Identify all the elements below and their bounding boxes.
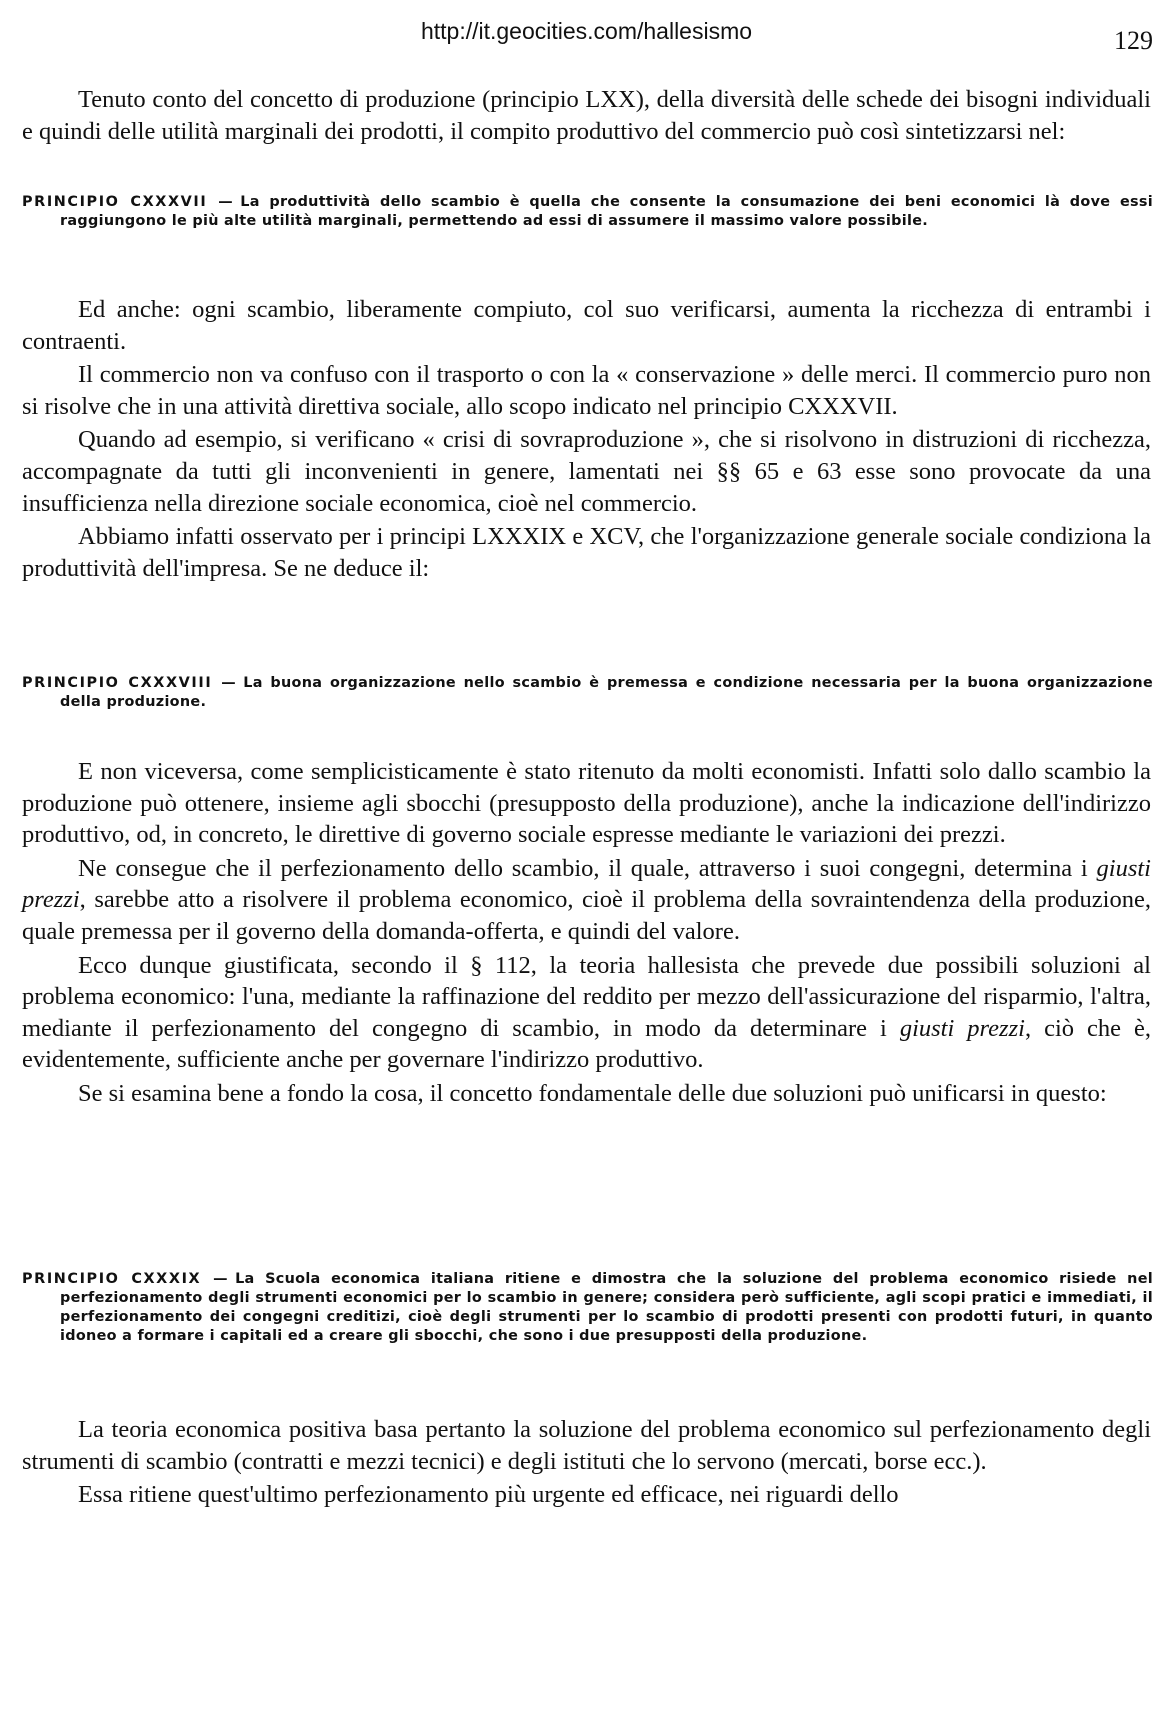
text-span: , sarebbe atto a risolvere il problema economico, cioè il problema della sovraintendenza della produzione, quale premessa per il governo della domanda-offerta, e quindi del valore.	[22, 886, 1151, 945]
header-url: http://it.geocities.com/hallesismo	[420, 18, 753, 44]
principle-label: PRINCIPIO CXXXVIII —	[22, 675, 238, 691]
text-span: , ciò che è, evidentemente, sufficiente anche per governare l'indirizzo produttivo.	[22, 1014, 1151, 1074]
paragraph-text: E non viceversa, come semplicisticamente è stato ritenuto da molti economisti. Infatti solo dallo scambio la produzione può ottenere, insieme agli sbocchi (presupposto della produzione), anche la indicazione dell'indirizzo produttivo, od, in concreto, le direttive di governo sociale espresse mediante le variazioni dei prezzi.	[22, 758, 1151, 849]
principle-text: La produttività dello scambio è quella che consente la consumazione dei beni economici là dove essi raggiungono le più alte utilità marginali, permettendo ad essi di assumere il massimo valore possibile.	[60, 194, 1153, 229]
paragraph-group-4	[22, 1414, 1151, 1511]
paragraph-group-2	[22, 294, 1151, 584]
principle-cxxxix	[22, 1270, 1153, 1346]
paragraph-text: La teoria economica positiva basa pertanto la soluzione del problema economico sul perfezionamento degli strumenti di scambio (contratti e mezzi tecnici) e degli istituti che lo servono (mercati, borse ecc.).	[22, 1416, 1151, 1475]
paragraph-text	[22, 950, 1151, 1076]
principle-cxxxvii	[22, 193, 1153, 231]
principle-label: PRINCIPIO CXXXVII —	[22, 194, 235, 210]
page-number: 129	[1114, 26, 1153, 55]
text-span: Ne consegue che il perfezionamento dello scambio, il quale, attraverso i suoi congegni, determina i	[78, 854, 1097, 882]
text-span: Ecco dunque giustificata, secondo il § 112, la teoria hallesista che prevede due possibili soluzioni al problema economico: l'una, mediante la raffinazione del reddito per mezzo dell'assicurazione del risparmio, l'altra, mediante il perfezionamento del congegno di scambio, in modo da determinare i	[22, 951, 1151, 1042]
principle-text: La Scuola economica italiana ritiene e dimostra che la soluzione del problema economico risiede nel perfezionamento degli strumenti economici per lo scambio in genere; considera però sufficiente, agli scopi pratici e immediati, il perfezionamento dei congegni creditizi, cioè degli strumenti per lo scambio di prodotti presenti con prodotti futuri, in quanto idoneo a formare i capitali ed a creare gli sbocchi, che sono i due presupposti della produzione.	[60, 1271, 1153, 1344]
principle-text: La buona organizzazione nello scambio è premessa e condizione necessaria per la buona organizzazione della produzione.	[60, 675, 1154, 710]
paragraph-group-3	[22, 756, 1151, 1110]
paragraph-text: Il commercio non va confuso con il trasporto o con la « conservazione » delle merci. Il commercio puro non si risolve che in una attività direttiva sociale, allo scopo indicato nel principio CXXXVII.	[22, 361, 1151, 420]
paragraph-text: Ed anche: ogni scambio, liberamente compiuto, col suo verificarsi, aumenta la ricchezza di entrambi i contraenti.	[22, 296, 1151, 355]
principle-label: PRINCIPIO CXXXIX —	[22, 1271, 230, 1287]
paragraph-text: Quando ad esempio, si verificano « crisi di sovraproduzione », che si risolvono in distruzioni di ricchezza, accompagnate da tutti gli inconvenienti in genere, lamentati nei §§ 65 e 63 esse sono provocate da una insufficienza nella direzione sociale economica, cioè nel commercio.	[22, 426, 1151, 517]
paragraph-1	[22, 84, 1151, 147]
italic-text: giusti prezzi	[899, 1014, 1025, 1042]
italic-text: giusti prezzi	[22, 854, 1151, 914]
paragraph-text: Se si esamina bene a fondo la cosa, il concetto fondamentale delle due soluzioni può unificarsi in questo:	[78, 1079, 1107, 1107]
paragraph-text: Essa ritiene quest'ultimo perfezionamento più urgente ed efficace, nei riguardi dello	[78, 1481, 899, 1509]
paragraph-text: Tenuto conto del concetto di produzione (principio LXX), della diversità delle schede dei bisogni individuali e quindi delle utilità marginali dei prodotti, il compito produttivo del commercio può così sintetizzarsi nel:	[22, 86, 1151, 145]
paragraph-text	[22, 853, 1151, 948]
principle-cxxxviii	[22, 674, 1153, 712]
paragraph-text: Abbiamo infatti osservato per i principi LXXXIX e XCV, che l'organizzazione generale sociale condiziona la produttività dell'impresa. Se ne deduce il:	[22, 523, 1151, 582]
